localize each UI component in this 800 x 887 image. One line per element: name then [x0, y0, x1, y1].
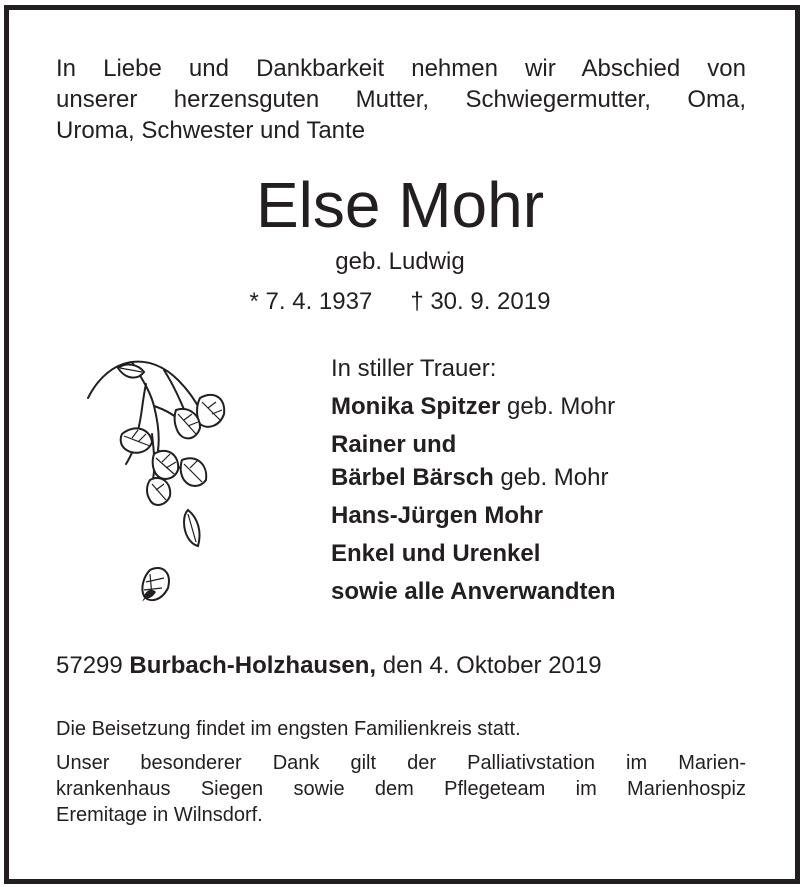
- mourners-list: [331, 352, 616, 608]
- thanks-line: Unser besonderer Dank gilt der Palliativstation im Marien-: [56, 752, 746, 774]
- birth-date: * 7. 4. 1937: [249, 288, 373, 315]
- notice-date: den 4. Oktober 2019: [376, 652, 602, 679]
- mourner-name: Enkel und Urenkel: [331, 540, 541, 567]
- funeral-note: Die Beisetzung findet im engsten Familienkreis statt.: [56, 718, 521, 740]
- mourner-name: sowie alle Anverwandten: [331, 578, 616, 605]
- mourner-name: Bärbel Bärsch: [331, 464, 494, 491]
- thanks-line: krankenhaus Siegen sowie dem Pflegeteam im Marienhospiz: [56, 778, 746, 800]
- town-name: Burbach-Holzhausen,: [129, 652, 377, 679]
- mourner-entry: [331, 461, 616, 494]
- mourner-suffix: geb. Mohr: [493, 464, 609, 491]
- thanks-line: Eremitage in Wilnsdorf.: [56, 804, 263, 826]
- mourner-entry: [331, 575, 616, 608]
- life-dates: [0, 287, 800, 317]
- intro-line: In Liebe und Dankbarkeit nehmen wir Abschied von: [56, 55, 746, 82]
- intro-line: unserer herzensguten Mutter, Schwiegermutter, Oma,: [56, 86, 746, 113]
- mourner-entry: [331, 390, 616, 423]
- mourner-entry: [331, 499, 616, 532]
- place-and-date: [56, 650, 602, 682]
- mourner-suffix: geb. Mohr: [500, 393, 616, 420]
- mourner-name: Monika Spitzer: [331, 393, 501, 420]
- zip-code: 57299: [56, 652, 130, 679]
- maiden-name: geb. Ludwig: [335, 248, 465, 275]
- mourner-entry: [331, 428, 616, 461]
- death-date: † 30. 9. 2019: [410, 288, 551, 315]
- mourner-name: Rainer und: [331, 431, 457, 458]
- mourner-entry: [331, 537, 616, 570]
- intro-text: [56, 53, 746, 146]
- deceased-name: Else Mohr: [255, 169, 545, 241]
- notes: [56, 716, 746, 828]
- falling-leaves-branch-icon: [80, 350, 240, 620]
- mourners-heading: In stiller Trauer:: [331, 355, 497, 382]
- intro-line: Uroma, Schwester und Tante: [56, 117, 366, 144]
- mourner-name: Hans-Jürgen Mohr: [331, 502, 544, 529]
